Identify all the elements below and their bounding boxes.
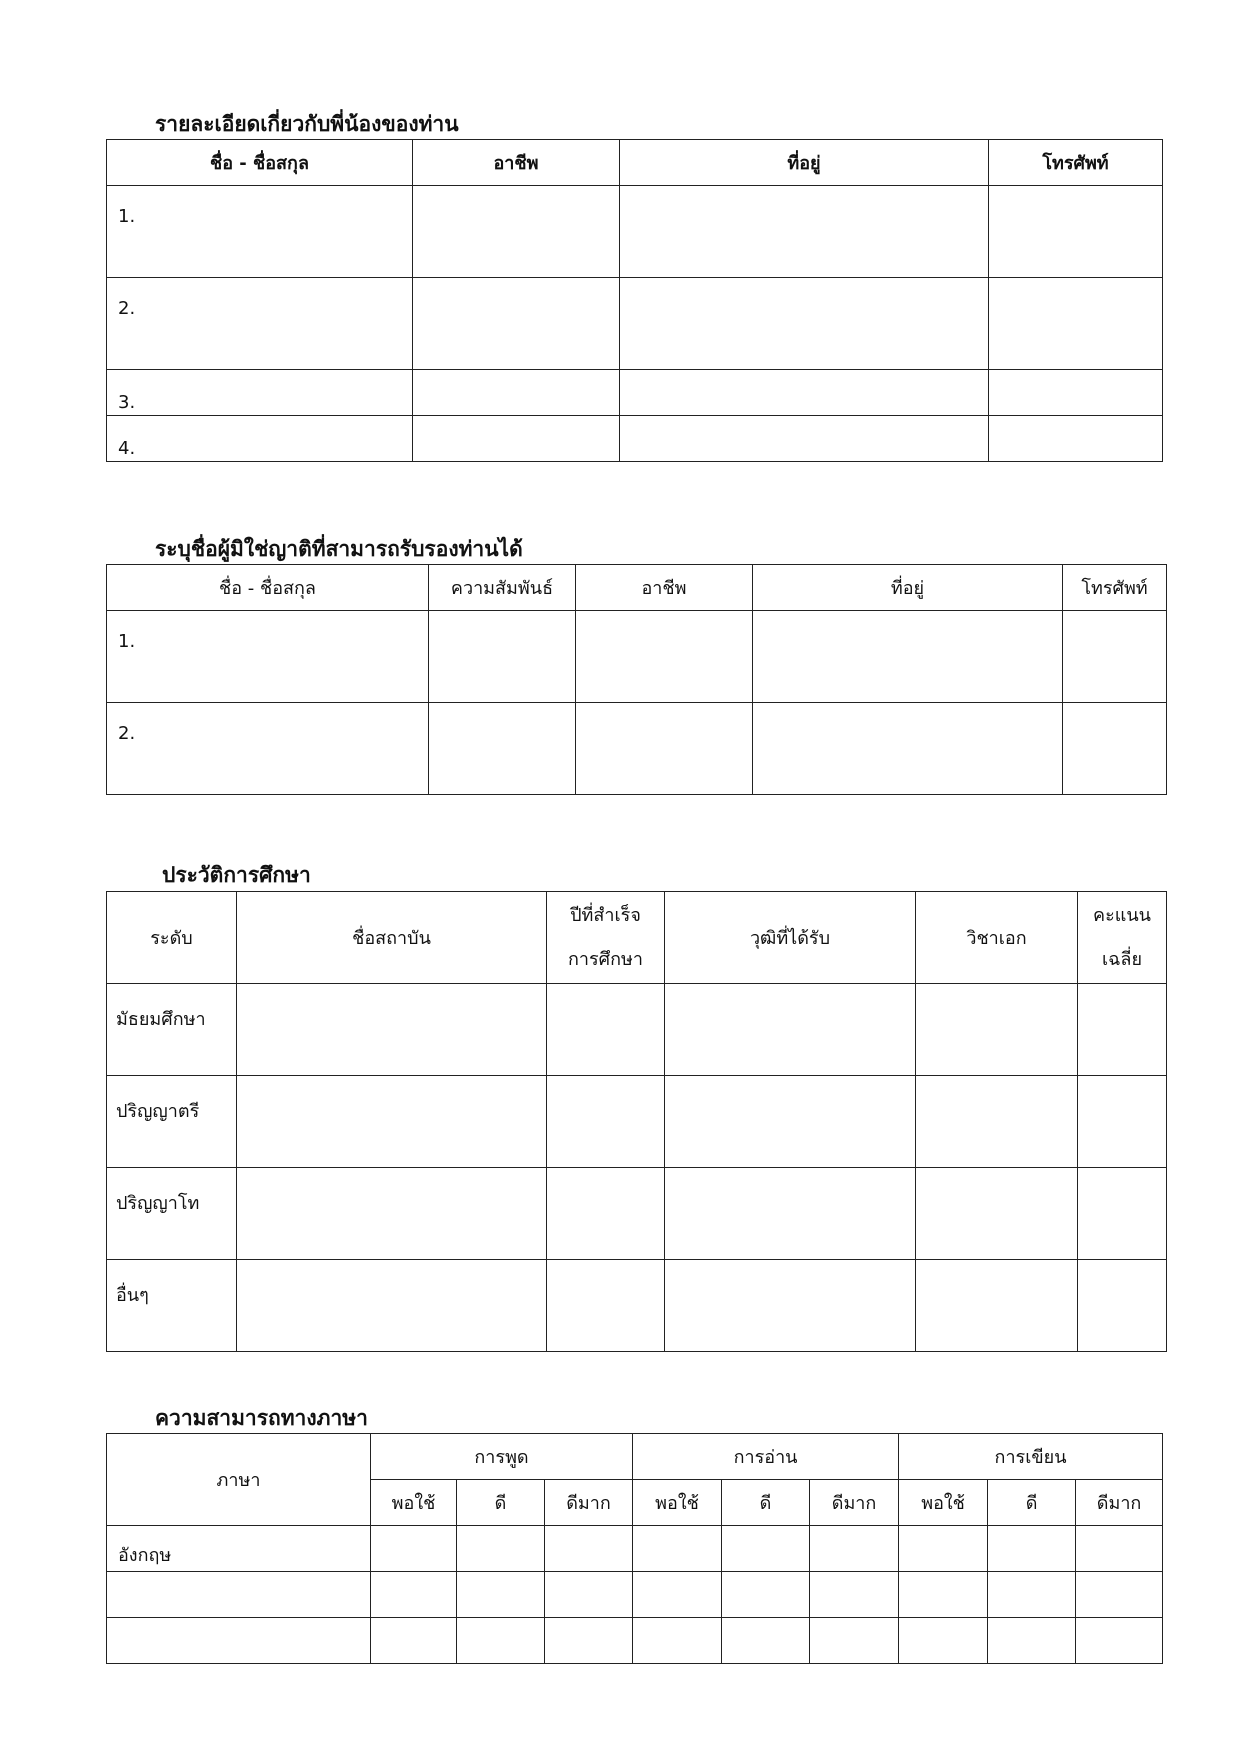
language-check-cell[interactable] [722, 1572, 810, 1618]
education-header-year-line1: ปีที่สำเร็จ [570, 904, 641, 926]
siblings-header-name: ชื่อ - ชื่อสกุล [107, 140, 413, 186]
table-row [107, 186, 1163, 278]
education-level-label: อื่นๆ [107, 1260, 237, 1352]
language-header-speaking: การพูด [371, 1434, 633, 1480]
siblings-address-cell[interactable] [620, 416, 989, 462]
education-header-gpa [1078, 892, 1167, 984]
siblings-occupation-cell[interactable] [413, 278, 620, 370]
education-header-level: ระดับ [107, 892, 237, 984]
language-header-reading: การอ่าน [633, 1434, 899, 1480]
table-row [107, 1168, 1167, 1260]
siblings-row-number[interactable]: 1. [107, 186, 413, 278]
references-relationship-cell[interactable] [429, 703, 576, 795]
education-level-label: ปริญญาโท [107, 1168, 237, 1260]
siblings-phone-cell[interactable] [989, 370, 1163, 416]
language-name-cell[interactable] [107, 1572, 371, 1618]
language-level-good: ดี [988, 1480, 1076, 1526]
language-level-good: ดี [457, 1480, 545, 1526]
language-check-cell[interactable] [988, 1572, 1076, 1618]
education-year-cell[interactable] [547, 984, 665, 1076]
siblings-occupation-cell[interactable] [413, 370, 620, 416]
language-check-cell[interactable] [633, 1572, 722, 1618]
language-level-fair: พอใช้ [899, 1480, 988, 1526]
language-check-cell[interactable] [1076, 1618, 1163, 1664]
language-check-cell[interactable] [1076, 1526, 1163, 1572]
education-year-cell[interactable] [547, 1260, 665, 1352]
references-header-occupation: อาชีพ [576, 565, 753, 611]
language-level-very-good: ดีมาก [545, 1480, 633, 1526]
education-gpa-cell[interactable] [1078, 984, 1167, 1076]
table-row [107, 278, 1163, 370]
language-table [106, 1433, 1163, 1664]
references-occupation-cell[interactable] [576, 703, 753, 795]
education-section-title: ประวัติการศึกษา [162, 863, 311, 887]
references-row-number[interactable]: 2. [107, 703, 429, 795]
siblings-address-cell[interactable] [620, 370, 989, 416]
siblings-row-number[interactable]: 3. [107, 370, 413, 416]
table-row [107, 416, 1163, 462]
references-phone-cell[interactable] [1063, 611, 1167, 703]
siblings-occupation-cell[interactable] [413, 416, 620, 462]
siblings-phone-cell[interactable] [989, 186, 1163, 278]
education-header-gpa-line1: คะแนน [1093, 904, 1151, 926]
education-header-year-line2: การศึกษา [568, 948, 643, 970]
siblings-phone-cell[interactable] [989, 278, 1163, 370]
education-major-cell[interactable] [916, 1260, 1078, 1352]
language-check-cell[interactable] [810, 1572, 899, 1618]
education-header-institution: ชื่อสถาบัน [237, 892, 547, 984]
references-header-relationship: ความสัมพันธ์ [429, 565, 576, 611]
language-check-cell[interactable] [457, 1572, 545, 1618]
table-row [107, 1260, 1167, 1352]
siblings-row-number[interactable]: 2. [107, 278, 413, 370]
references-address-cell[interactable] [753, 703, 1063, 795]
language-check-cell[interactable] [722, 1618, 810, 1664]
language-check-cell[interactable] [633, 1618, 722, 1664]
education-table [106, 891, 1167, 1352]
table-row [107, 370, 1163, 416]
siblings-occupation-cell[interactable] [413, 186, 620, 278]
education-gpa-cell[interactable] [1078, 1168, 1167, 1260]
language-header-language: ภาษา [107, 1434, 371, 1526]
references-relationship-cell[interactable] [429, 611, 576, 703]
siblings-row-number[interactable]: 4. [107, 416, 413, 462]
table-row [107, 1618, 1163, 1664]
references-row-number[interactable]: 1. [107, 611, 429, 703]
references-header-address: ที่อยู่ [753, 565, 1063, 611]
table-row [107, 1076, 1167, 1168]
education-header-gpa-line2: เฉลี่ย [1102, 948, 1142, 970]
education-year-cell[interactable] [547, 1076, 665, 1168]
references-address-cell[interactable] [753, 611, 1063, 703]
education-major-cell[interactable] [916, 1168, 1078, 1260]
education-major-cell[interactable] [916, 984, 1078, 1076]
language-check-cell[interactable] [371, 1572, 457, 1618]
language-section-title: ความสามารถทางภาษา [155, 1406, 368, 1430]
siblings-phone-cell[interactable] [989, 416, 1163, 462]
education-institution-cell[interactable] [237, 984, 547, 1076]
language-check-cell[interactable] [1076, 1572, 1163, 1618]
education-gpa-cell[interactable] [1078, 1076, 1167, 1168]
language-check-cell[interactable] [545, 1572, 633, 1618]
table-row [107, 984, 1167, 1076]
language-check-cell[interactable] [633, 1526, 722, 1572]
siblings-address-cell[interactable] [620, 186, 989, 278]
education-institution-cell[interactable] [237, 1168, 547, 1260]
references-table [106, 564, 1167, 795]
references-section-title: ระบุชื่อผู้มิใช่ญาติที่สามารถรับรองท่านได้ [155, 537, 523, 561]
siblings-table [106, 139, 1163, 462]
language-check-cell[interactable] [545, 1526, 633, 1572]
language-check-cell[interactable] [899, 1526, 988, 1572]
language-level-fair: พอใช้ [371, 1480, 457, 1526]
siblings-section-title: รายละเอียดเกี่ยวกับพี่น้องของท่าน [155, 112, 459, 136]
language-check-cell[interactable] [810, 1618, 899, 1664]
education-level-label: มัธยมศึกษา [107, 984, 237, 1076]
education-institution-cell[interactable] [237, 1076, 547, 1168]
siblings-header-address: ที่อยู่ [620, 140, 989, 186]
references-header-name: ชื่อ - ชื่อสกุล [107, 565, 429, 611]
language-level-very-good: ดีมาก [1076, 1480, 1163, 1526]
table-row [107, 1526, 1163, 1572]
language-level-good: ดี [722, 1480, 810, 1526]
education-year-cell[interactable] [547, 1168, 665, 1260]
language-check-cell[interactable] [457, 1526, 545, 1572]
education-major-cell[interactable] [916, 1076, 1078, 1168]
language-check-cell[interactable] [810, 1526, 899, 1572]
education-level-label: ปริญญาตรี [107, 1076, 237, 1168]
language-level-fair: พอใช้ [633, 1480, 722, 1526]
language-check-cell[interactable] [371, 1526, 457, 1572]
table-row [107, 611, 1167, 703]
table-row [107, 703, 1167, 795]
siblings-header-occupation: อาชีพ [413, 140, 620, 186]
education-degree-cell[interactable] [665, 1260, 916, 1352]
language-check-cell[interactable] [545, 1618, 633, 1664]
language-name-cell[interactable]: อังกฤษ [107, 1526, 371, 1572]
education-degree-cell[interactable] [665, 1076, 916, 1168]
references-header-phone: โทรศัพท์ [1063, 565, 1167, 611]
education-institution-cell[interactable] [237, 1260, 547, 1352]
language-check-cell[interactable] [457, 1618, 545, 1664]
language-check-cell[interactable] [988, 1526, 1076, 1572]
education-gpa-cell[interactable] [1078, 1260, 1167, 1352]
language-header-writing: การเขียน [899, 1434, 1163, 1480]
siblings-header-phone: โทรศัพท์ [989, 140, 1163, 186]
references-occupation-cell[interactable] [576, 611, 753, 703]
education-header-major: วิชาเอก [916, 892, 1078, 984]
table-row [107, 1572, 1163, 1618]
siblings-address-cell[interactable] [620, 278, 989, 370]
education-degree-cell[interactable] [665, 984, 916, 1076]
education-degree-cell[interactable] [665, 1168, 916, 1260]
language-level-very-good: ดีมาก [810, 1480, 899, 1526]
language-check-cell[interactable] [371, 1618, 457, 1664]
language-check-cell[interactable] [899, 1572, 988, 1618]
language-name-cell[interactable] [107, 1618, 371, 1664]
education-header-degree: วุฒิที่ได้รับ [665, 892, 916, 984]
language-check-cell[interactable] [988, 1618, 1076, 1664]
references-phone-cell[interactable] [1063, 703, 1167, 795]
language-check-cell[interactable] [899, 1618, 988, 1664]
education-header-year [547, 892, 665, 984]
language-check-cell[interactable] [722, 1526, 810, 1572]
